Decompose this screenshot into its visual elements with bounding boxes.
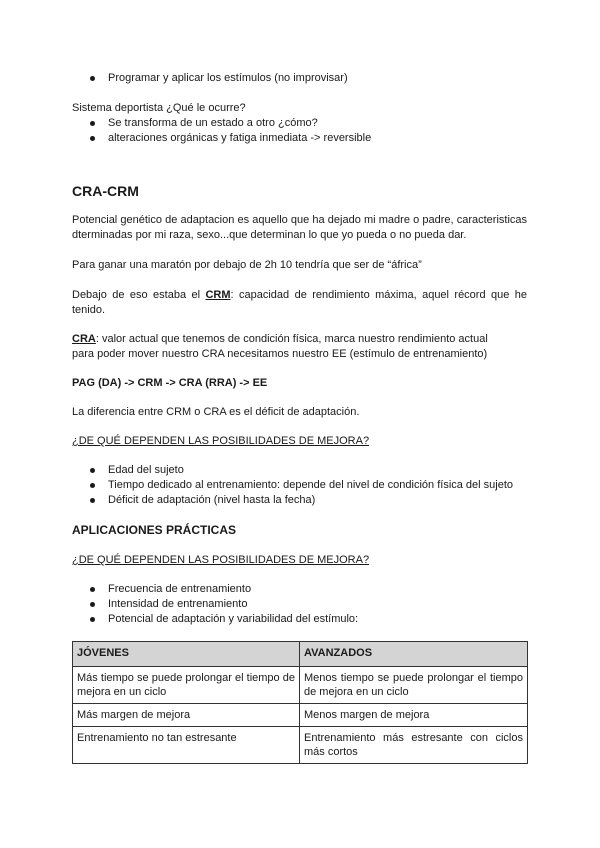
aplicaciones-bullet-list [72, 582, 527, 627]
table-cell: Menos margen de mejora [300, 704, 528, 727]
cra-ee-paragraph: para poder mover nuestro CRA necesitamos nuestro EE (estímulo de entrenamiento) [72, 348, 488, 360]
formula-line: PAG (DA) -> CRM -> CRA (RRA) -> EE [72, 377, 268, 389]
list-item: Potencial de adaptación y variabilidad del estímulo: [72, 612, 527, 627]
list-item: Tiempo dedicado al entrenamiento: depende del nivel de condición física del sujeto [72, 478, 527, 493]
table-row [73, 667, 528, 704]
cra-post: : valor actual que tenemos de condición física, marca nuestro rendimiento actual [95, 333, 488, 345]
list-item: Déficit de adaptación (nivel hasta la fecha) [72, 493, 527, 508]
list-item: Edad del sujeto [72, 463, 527, 478]
comparison-table [72, 641, 528, 764]
mejora-bullet-list [72, 463, 527, 508]
cra-crm-heading: CRA-CRM [72, 183, 139, 199]
crm-post: : capacidad de rendimiento máxima, aquel récord que he tenido. [72, 289, 527, 316]
table-header-row [73, 642, 528, 667]
cra-term: CRA [72, 333, 96, 345]
table-row [73, 727, 528, 764]
list-item: Programar y aplicar los estímulos (no improvisar) [72, 71, 527, 86]
header-avanzados: AVANZADOS [300, 642, 528, 667]
aplicaciones-heading: APLICACIONES PRÁCTICAS [72, 523, 237, 537]
table-cell: Más margen de mejora [73, 704, 300, 727]
table-row [73, 704, 528, 727]
intro-bullet-list [72, 71, 527, 86]
crm-pre: Debajo de eso estaba el [72, 289, 206, 301]
crm-term: CRM [205, 289, 231, 301]
potencial-paragraph: Potencial genético de adaptacion es aquello que ha dejado mi madre o padre, caracteristicas dterminadas por mi raza, sexo...que determinan lo que yo pueda o no pueda dar. [72, 214, 527, 241]
sistema-bullet-list [72, 116, 527, 146]
cra-paragraph [72, 332, 527, 347]
table-cell: Menos tiempo se puede prolongar el tiempo de mejora en un ciclo [300, 667, 528, 704]
list-item: Frecuencia de entrenamiento [72, 582, 527, 597]
maraton-paragraph: Para ganar una maratón por debajo de 2h 10 tendría que ser de “áfrica” [72, 259, 422, 271]
crm-paragraph [72, 288, 527, 318]
table-cell: Más tiempo se puede prolongar el tiempo de mejora en un ciclo [73, 667, 300, 704]
deficit-paragraph: La diferencia entre CRM o CRA es el déficit de adaptación. [72, 406, 360, 418]
header-jovenes: JÓVENES [73, 642, 300, 667]
aplicaciones-subheading: ¿DE QUÉ DEPENDEN LAS POSIBILIDADES DE MEJORA? [72, 554, 370, 566]
table-cell: Entrenamiento no tan estresante [73, 727, 300, 764]
comparison-table-wrap [72, 641, 527, 764]
list-item: alteraciones orgánicas y fatiga inmediata -> reversible [72, 131, 527, 146]
list-item: Intensidad de entrenamiento [72, 597, 527, 612]
table-cell: Entrenamiento más estresante con ciclos más cortos [300, 727, 528, 764]
sistema-question: Sistema deportista ¿Qué le ocurre? [72, 102, 246, 114]
list-item: Se transforma de un estado a otro ¿cómo? [72, 116, 527, 131]
mejora-subheading: ¿DE QUÉ DEPENDEN LAS POSIBILIDADES DE MEJORA? [72, 435, 370, 447]
